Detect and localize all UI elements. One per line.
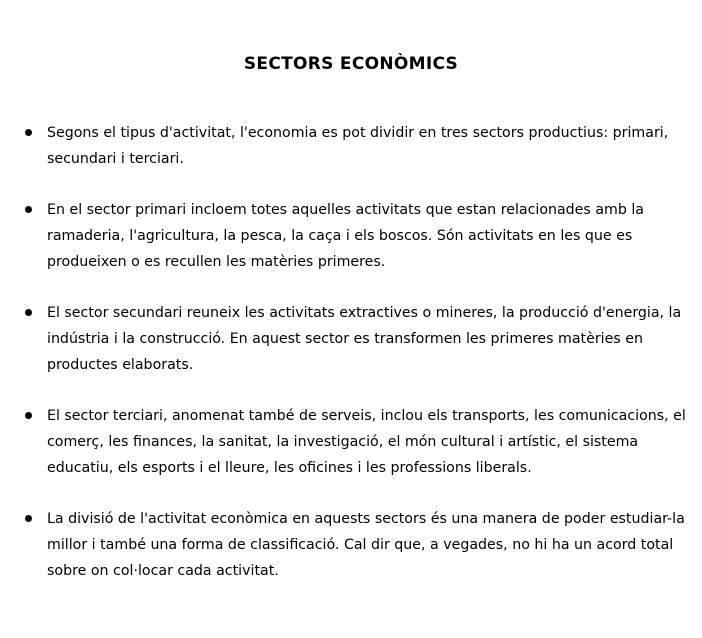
list-item-text: Segons el tipus d'activitat, l'economia es pot dividir en tres sectors productius: primari, secundari i terciari. — [47, 125, 669, 167]
list-item — [22, 403, 694, 481]
page-title: SECTORS ECONÒMICS — [243, 54, 459, 74]
bullet-icon — [25, 129, 32, 136]
list-item-text: El sector secundari reuneix les activitats extractives o mineres, la producció d'energia, la indústria i la construcció. En aquest sector es transformen les primeres matèries en productes elaborats. — [47, 305, 682, 373]
list-item — [22, 120, 694, 172]
list-item-text: El sector terciari, anomenat també de serveis, inclou els transports, les comunicacions, el comerç, les finances, la sanitat, la investigació, el món cultural i artístic, el sistema educatiu, els esports i el lleure, les oficines i les professions liberals. — [47, 408, 686, 476]
list-item-text: La divisió de l'activitat econòmica en aquests sectors és una manera de poder estudiar-la millor i també una forma de classificació. Cal dir que, a vegades, no hi ha un acord total sobre on col·locar cada activitat. — [47, 511, 685, 579]
bullet-icon — [25, 515, 32, 522]
bullet-list — [22, 120, 694, 609]
list-item — [22, 300, 694, 378]
list-item — [22, 506, 694, 584]
list-item — [22, 197, 694, 275]
list-item-text: En el sector primari incloem totes aquelles activitats que estan relacionades amb la ramaderia, l'agricultura, la pesca, la caça i els boscos. Són activitats en les que es produeixen o es recullen les matèries primeres. — [47, 202, 644, 270]
bullet-icon — [25, 206, 32, 213]
bullet-icon — [25, 309, 32, 316]
bullet-icon — [25, 412, 32, 419]
